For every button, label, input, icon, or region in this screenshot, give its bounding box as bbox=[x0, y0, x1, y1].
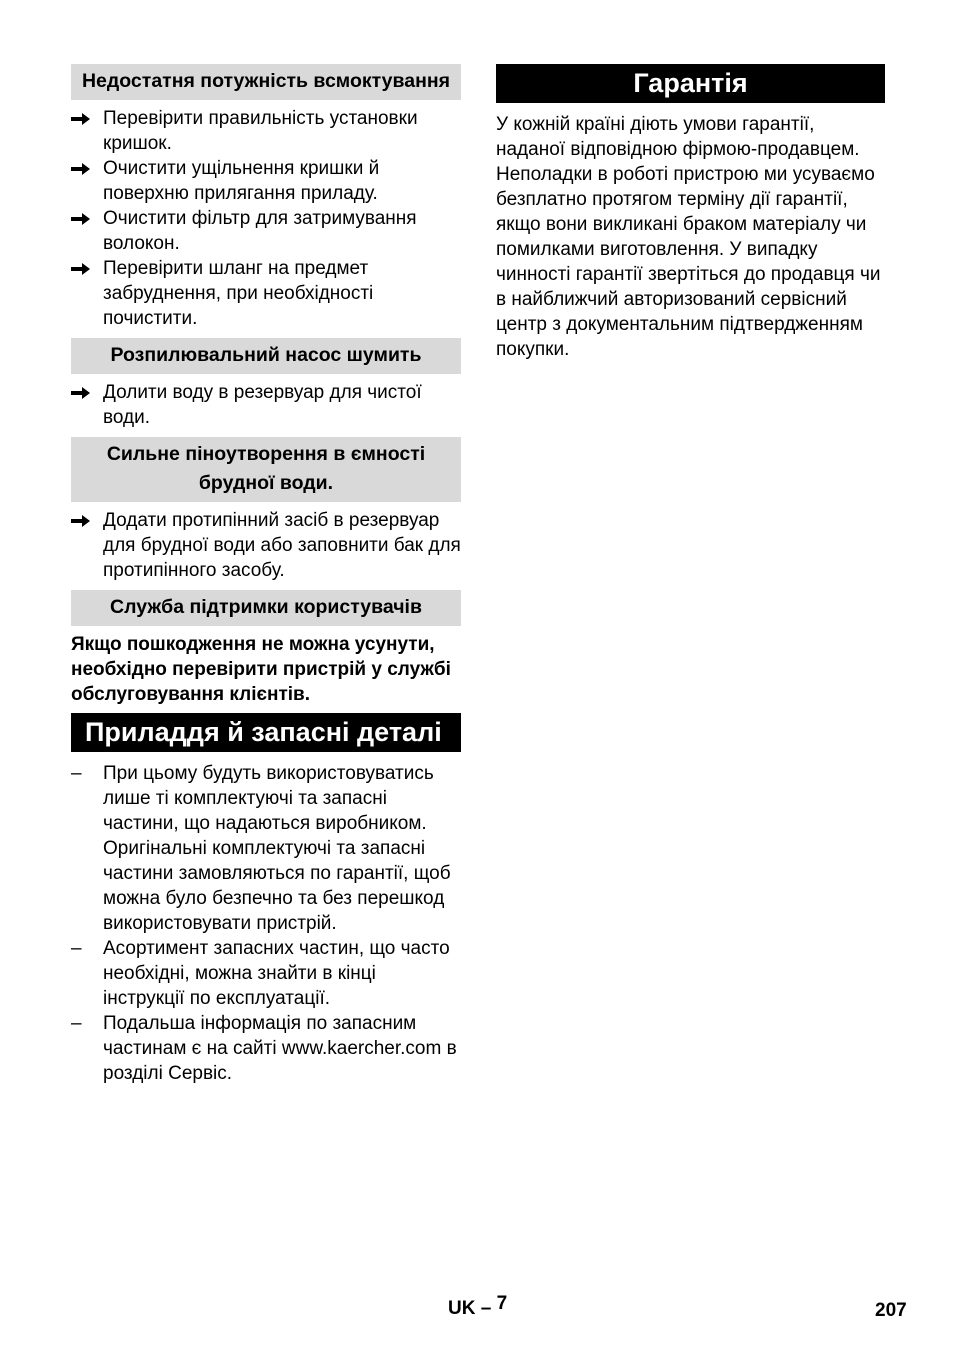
section-heading-customer-service: Служба підтримки користувачів bbox=[71, 590, 461, 626]
list-item-text: Долити воду в резервуар для чистої води. bbox=[103, 382, 422, 428]
section-heading-foaming: Сильне піноутворення в ємності брудної води. bbox=[71, 437, 461, 502]
arrow-right-icon bbox=[71, 162, 91, 176]
right-column bbox=[496, 64, 885, 368]
list-item bbox=[71, 936, 461, 1011]
arrow-right-icon bbox=[71, 212, 91, 226]
footer-section-code bbox=[448, 1293, 508, 1321]
dash-bullet: – bbox=[71, 1013, 82, 1034]
list-item bbox=[71, 761, 461, 936]
list-item-text: Очистити ущільнення кришки й поверхню прилягання приладу. bbox=[103, 158, 380, 204]
dash-bullet: – bbox=[71, 763, 82, 784]
arrow-right-icon bbox=[71, 262, 91, 276]
section-heading-weak-suction: Недостатня потужність всмоктування bbox=[71, 64, 461, 100]
section-heading-warranty: Гарантія bbox=[496, 64, 885, 103]
footer-section-number: 7 bbox=[496, 1293, 508, 1314]
list-item-text: При цьому будуть використовуватись лише ті комплектуючі та запасні частини, що надаються виробником. Оригінальні комплектуючі та запасні частини замовляються по гарантії, щоб можна було безпечно та без перешкод використовувати пристрій. bbox=[103, 763, 451, 934]
customer-service-text: Якщо пошкодження не можна усунути, необхідно перевірити пристрій у службі обслуговування клієнтів. bbox=[71, 634, 451, 705]
arrow-right-icon bbox=[71, 514, 91, 528]
section-heading-spray-pump-noise: Розпилювальний насос шумить bbox=[71, 338, 461, 374]
list-item-text: Перевірити правильність установки кришок. bbox=[103, 108, 418, 154]
list-item bbox=[71, 206, 461, 256]
warranty-text: У кожній країні діють умови гарантії, наданої відповідною фірмою-продавцем. Неполадки в роботі пристрою ми усуваємо безплатно протягом терміну дії гарантії, якщо вони викликані браком матеріалу чи помилками виготовлення. У випадку чинності гарантії звертіться до продавця чи в найближчий авторизований сервісний центр з документальним підтвердженням покупки. bbox=[496, 114, 881, 360]
list-item bbox=[71, 508, 461, 583]
arrow-right-icon bbox=[71, 386, 91, 400]
footer-lang: UK – bbox=[448, 1298, 492, 1319]
list-item bbox=[71, 156, 461, 206]
foaming-list bbox=[71, 508, 461, 583]
list-item bbox=[71, 256, 461, 331]
accessories-list bbox=[71, 761, 461, 1086]
arrow-right-icon bbox=[71, 112, 91, 126]
page-number: 207 bbox=[875, 1300, 907, 1321]
list-item bbox=[71, 1011, 461, 1086]
list-item-text: Очистити фільтр для затримування волокон. bbox=[103, 208, 417, 254]
section-heading-accessories: Приладдя й запасні деталі bbox=[71, 713, 461, 752]
list-item-text: Асортимент запасних частин, що часто необхідні, можна знайти в кінці інструкції по експлуатації. bbox=[103, 938, 450, 1009]
left-column bbox=[71, 64, 461, 1093]
list-item-text: Подальша інформація по запасним частинам є на сайті www.kaercher.com в розділі Сервіс. bbox=[103, 1013, 457, 1084]
spray-pump-list bbox=[71, 380, 461, 430]
list-item-text: Додати протипінний засіб в резервуар для брудної води або заповнити бак для протипінного засобу. bbox=[103, 510, 461, 581]
list-item-text: Перевірити шланг на предмет забруднення, при необхідності почистити. bbox=[103, 258, 374, 329]
dash-bullet: – bbox=[71, 938, 82, 959]
list-item bbox=[71, 106, 461, 156]
weak-suction-list bbox=[71, 106, 461, 331]
list-item bbox=[71, 380, 461, 430]
